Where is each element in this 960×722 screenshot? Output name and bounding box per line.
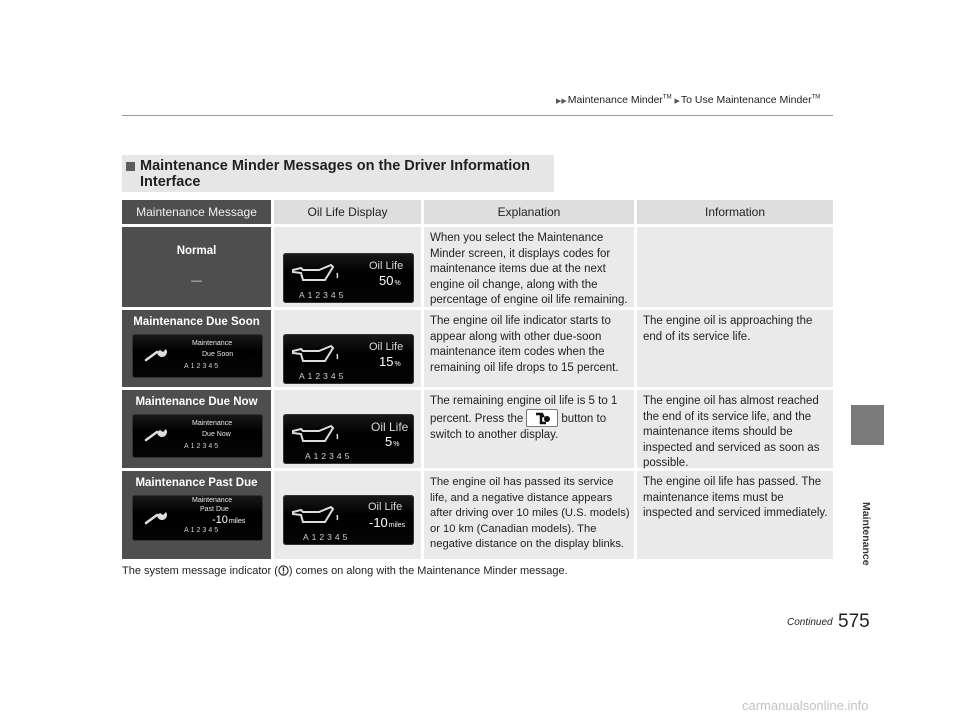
oil-life-label: Oil Life: [371, 420, 409, 434]
message-line2: Due Soon: [202, 351, 234, 358]
maintenance-codes: A12345: [184, 443, 221, 450]
information-cell: [637, 471, 833, 559]
information-text: The engine oil is approaching the end of its service life.: [643, 315, 813, 343]
explanation-cell: [424, 310, 634, 387]
oil-can-icon: [289, 503, 341, 527]
maintenance-codes: A12345: [305, 451, 353, 461]
distance-value: -10miles: [212, 514, 246, 526]
message-cell: [122, 310, 271, 387]
breadcrumb: [556, 94, 820, 106]
breadcrumb-part2: To Use Maintenance Minder: [680, 94, 812, 106]
oil-life-screen: [283, 334, 414, 384]
oil-life-value: 15%: [379, 354, 401, 369]
footnote: The system message indicator ( ) comes on along with the Maintenance Minder message.: [122, 565, 568, 577]
message-sub: —: [191, 275, 202, 287]
message-line2: Past Due: [200, 506, 229, 513]
maintenance-codes: A12345: [299, 290, 347, 300]
col-header-message: Maintenance Message: [122, 200, 271, 224]
oil-can-icon: [289, 422, 341, 446]
message-cell: [122, 227, 271, 307]
oil-life-screen: [283, 495, 414, 545]
col-header-information: Information: [637, 200, 833, 224]
breadcrumb-part1: Maintenance Minder: [567, 94, 663, 106]
col-header-oil-life: Oil Life Display: [274, 200, 421, 224]
table-row: [122, 310, 833, 387]
steering-switch-icon: [526, 409, 558, 427]
explanation-text: When you select the Maintenance Minder screen, it displays codes for maintenance items due at the next engine oil change, along with the percentage of engine oil life remaining.: [430, 232, 628, 306]
oil-life-value: -10miles: [369, 515, 406, 530]
oil-life-screen: [283, 414, 414, 464]
maintenance-codes: A12345: [184, 527, 221, 534]
chapter-tab: [851, 405, 884, 445]
wrench-icon: [144, 509, 170, 525]
continued-label: Continued: [787, 617, 833, 628]
breadcrumb-arrow-icon: ▶▶: [556, 98, 567, 105]
oil-life-cell: [274, 310, 421, 387]
oil-life-value: 50%: [379, 273, 401, 288]
message-line1: Maintenance: [192, 420, 233, 427]
watermark: carmanualsonline.info: [742, 698, 869, 713]
oil-life-value: 5%: [385, 434, 400, 449]
message-name: Maintenance Due Now: [135, 396, 258, 408]
table-row: [122, 227, 833, 307]
oil-life-cell: [274, 227, 421, 307]
message-line1: Maintenance: [192, 340, 233, 347]
breadcrumb-arrow-icon: ▶: [674, 98, 680, 105]
message-name: Normal: [176, 245, 217, 257]
wrench-icon: [144, 426, 170, 442]
tm-mark: TM: [811, 94, 821, 101]
table-row: [122, 471, 833, 559]
explanation-cell: [424, 390, 634, 468]
oil-life-label: Oil Life: [368, 501, 403, 513]
message-name: Maintenance Due Soon: [133, 316, 260, 328]
col-header-explanation: Explanation: [424, 200, 634, 224]
explanation-cell: [424, 471, 634, 559]
message-cell: [122, 390, 271, 468]
message-screen: [132, 414, 263, 458]
maintenance-codes: A12345: [299, 371, 347, 381]
message-line1: Maintenance: [192, 497, 233, 504]
section-title: Maintenance Minder Messages on the Driver Information Interface: [140, 158, 530, 190]
information-cell: [637, 390, 833, 468]
oil-can-icon: [289, 342, 341, 366]
oil-life-screen: [283, 253, 414, 303]
oil-life-label: Oil Life: [369, 341, 404, 353]
information-text: The engine oil has almost reached the end of its service life, and the maintenance items should be inspected and serviced as soon as possible.: [643, 395, 820, 469]
explanation-text: The remaining engine oil life is 5 to 1 percent. Press the button to switch to another display.: [430, 395, 618, 441]
maintenance-codes: A12345: [184, 363, 221, 370]
message-line2: Due Now: [202, 431, 231, 438]
information-text: The engine oil life has passed. The maintenance items must be inspected and serviced immediately.: [643, 476, 828, 519]
message-screen: [132, 495, 263, 541]
maintenance-codes: A12345: [303, 532, 351, 542]
information-cell: [637, 227, 833, 307]
page-number: 575: [838, 611, 870, 632]
section-heading: [122, 155, 554, 192]
message-name: Maintenance Past Due: [135, 477, 258, 489]
information-cell: [637, 310, 833, 387]
oil-life-cell: [274, 471, 421, 559]
system-message-indicator-icon: [278, 565, 289, 576]
oil-can-icon: [289, 261, 341, 285]
explanation-cell: [424, 227, 634, 307]
oil-life-cell: [274, 390, 421, 468]
oil-life-label: Oil Life: [369, 260, 404, 272]
message-screen: [132, 334, 263, 378]
explanation-text: The engine oil has passed its service life, and a negative distance appears after driving over 10 miles (U.S. models) or 10 km (Canadian models). The negative distance on the display blinks.: [430, 476, 630, 550]
chapter-label: Maintenance: [860, 502, 872, 566]
tm-mark: TM: [662, 94, 672, 101]
table-row: [122, 390, 833, 468]
header-rule: [122, 115, 833, 116]
explanation-text: The engine oil life indicator starts to appear along with other due-soon maintenance item codes when the remaining oil life drops to 15 percent.: [430, 315, 619, 374]
wrench-icon: [144, 346, 170, 362]
section-bullet-icon: [126, 162, 135, 171]
message-cell: [122, 471, 271, 559]
